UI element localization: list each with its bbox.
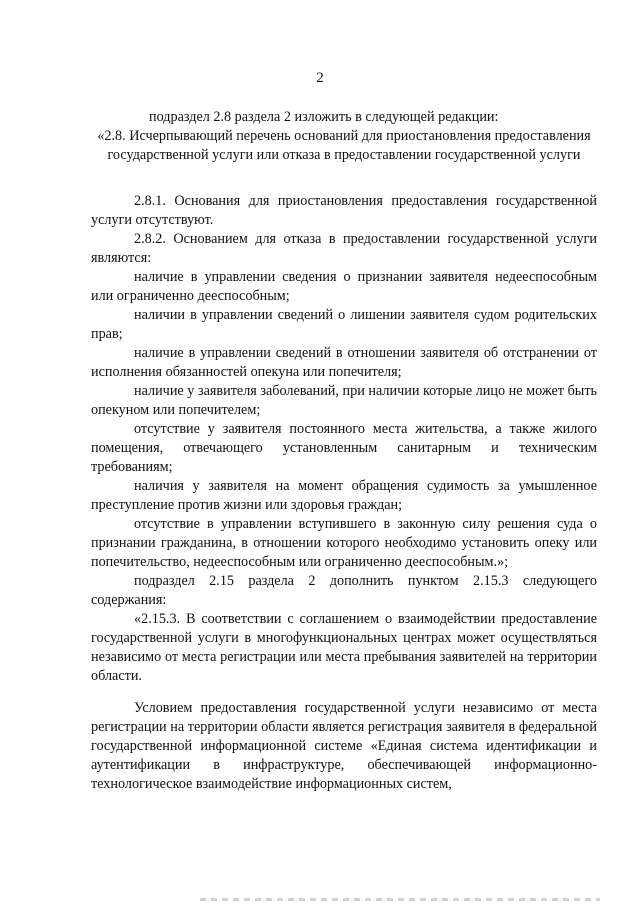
refusal-ground-5: отсутствие у заявителя постоянного места жительства, а также жилого помещения, отвечающего установленным санитарным и техническим требованиям; bbox=[91, 421, 597, 475]
refusal-ground-3: наличие в управлении сведений в отношении заявителя об отстранении от исполнения обязанностей опекуна или попечителя; bbox=[91, 345, 597, 380]
section-2-15-3: «2.15.3. В соответствии с соглашением о взаимодействии предоставление государственной услуги в многофункциональных центрах может осуществляться независимо от места регистрации или места пребывания заявителей на территории области. bbox=[91, 611, 597, 684]
section-heading-2-8: «2.8. Исчерпывающий перечень оснований для приостановления предоставления государственной услуги или отказа в предоставлении государственной услуги bbox=[97, 128, 591, 163]
registration-condition: Условием предоставления государственной услуги независимо от места регистрации на территории области является регистрация заявителя в федеральной государственной информационной системе «Единая система идентификации и аутентификации в инфраструктуре, обеспечивающей информационно-технологическое взаимодействие информационных систем, bbox=[91, 700, 597, 792]
scan-artifact bbox=[200, 898, 600, 901]
refusal-ground-2: наличии в управлении сведений о лишении заявителя судом родительских прав; bbox=[91, 307, 597, 342]
amendment-2-15: подраздел 2.15 раздела 2 дополнить пунктом 2.15.3 следующего содержания: bbox=[91, 573, 597, 608]
intro-amendment: подраздел 2.8 раздела 2 изложить в следующей редакции: bbox=[149, 109, 499, 125]
document-body bbox=[91, 108, 597, 794]
refusal-ground-4: наличие у заявителя заболеваний, при наличии которые лицо не может быть опекуном или попечителем; bbox=[91, 383, 597, 418]
section-2-8-2: 2.8.2. Основанием для отказа в предоставлении государственной услуги являются: bbox=[91, 231, 597, 266]
page-number: 2 bbox=[316, 70, 324, 86]
section-2-8-1: 2.8.1. Основания для приостановления предоставления государственной услуги отсутствуют. bbox=[91, 193, 597, 228]
refusal-ground-7: отсутствие в управлении вступившего в законную силу решения суда о признании гражданина, в отношении которого необходимо установить опеку или попечительство, недееспособным или ограниченно дееспособным.»; bbox=[91, 516, 597, 570]
refusal-ground-6: наличия у заявителя на момент обращения судимость за умышленное преступление против жизни или здоровья граждан; bbox=[91, 478, 597, 513]
refusal-ground-1: наличие в управлении сведения о признании заявителя недееспособным или ограниченно дееспособным; bbox=[91, 269, 597, 304]
